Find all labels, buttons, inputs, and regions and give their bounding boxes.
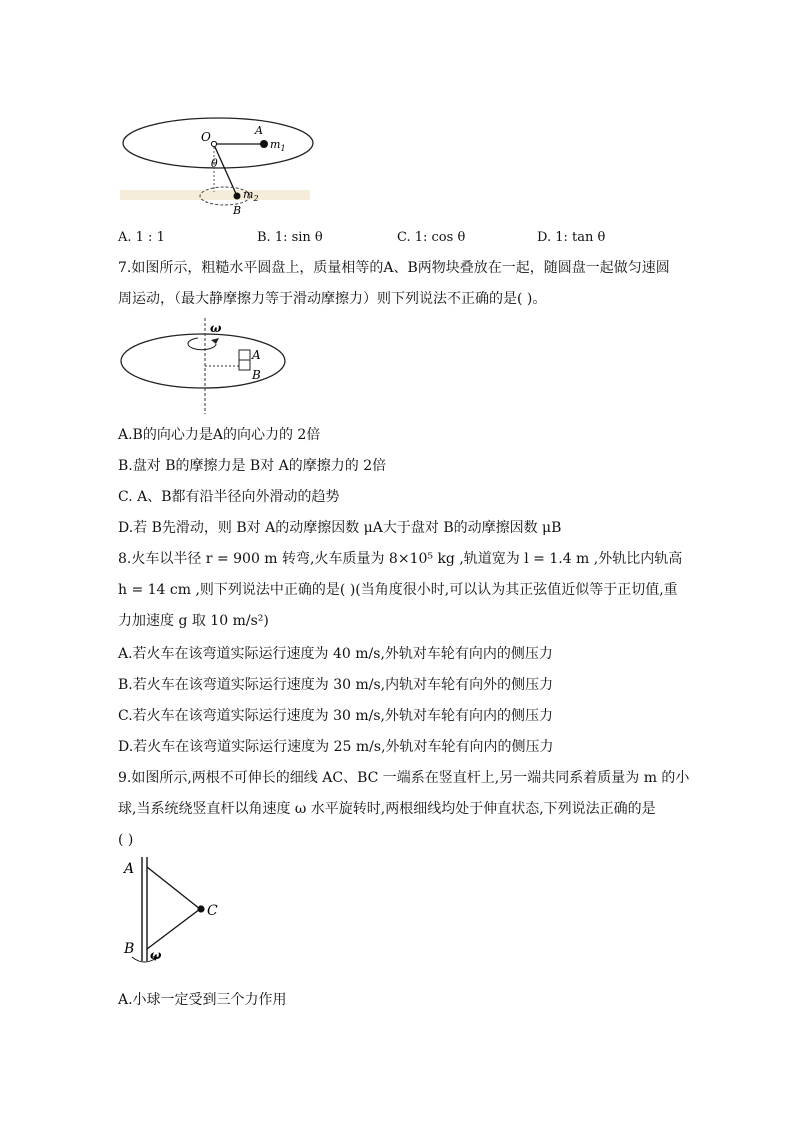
q7-option-d: D.若 B先滑动，则 B对 A的动摩擦因数 μA大于盘对 B的动摩擦因数 μB [118, 520, 562, 536]
q7-option-c: C. A、B都有沿半径向外滑动的趋势 [118, 489, 340, 505]
figure-ground-shading [120, 190, 310, 200]
string-OB [215, 147, 237, 196]
label-B: B [124, 941, 135, 957]
label-B: B [252, 368, 261, 382]
q8-option-a: A.若火车在该弯道实际运行速度为 40 m/s,外轨对车轮有向内的侧压力 [118, 646, 553, 662]
q7-option-a: A.B的向心力是A的向心力的 2倍 [118, 427, 321, 443]
figure-q7-rotating-disc [118, 316, 293, 416]
point-O [211, 141, 216, 146]
figure-q9-rod-and-strings [118, 853, 228, 973]
figure-q6-conical-pendulum [112, 110, 332, 220]
mass-m2 [234, 193, 241, 200]
q8-option-d: D.若火车在该弯道实际运行速度为 25 m/s,外轨对车轮有向内的侧压力 [118, 739, 554, 755]
q6-option-c: C. 1: cos θ [397, 230, 466, 245]
q7-stem-line1: 7.如图所示，粗糙水平圆盘上，质量相等的A、B两物块叠放在一起，随圆盘一起做匀速圆 [118, 260, 670, 276]
string-AC [147, 867, 200, 909]
label-omega: ω [210, 321, 222, 335]
rotation-arrow-icon [188, 338, 216, 350]
block-A [239, 350, 250, 360]
q8-option-c: C.若火车在该弯道实际运行速度为 30 m/s,外轨对车轮有向内的侧压力 [118, 708, 554, 724]
q8-stem-line1: 8.火车以半径 r = 900 m 转弯,火车质量为 8×10⁵ kg ,轨道宽为 l = 1.4 m ,外轨比内轨高 [118, 551, 683, 567]
string-BC [147, 909, 200, 949]
label-m1: $m_1$ [270, 138, 286, 153]
label-m2: $m_2$ [243, 188, 259, 203]
q8-option-b: B.若火车在该弯道实际运行速度为 30 m/s,内轨对车轮有向外的侧压力 [118, 677, 554, 693]
ball-C [197, 905, 204, 912]
label-omega: ω [150, 948, 162, 962]
mass-m1 [260, 140, 268, 148]
q6-option-d: D. 1: tan θ [537, 230, 606, 245]
q7-option-b: B.盘对 B的摩擦力是 B对 A的摩擦力的 2倍 [118, 458, 387, 474]
label-C: C [207, 903, 218, 919]
q9-stem-line3: ( ) [118, 832, 134, 848]
block-B [239, 360, 250, 370]
q6-option-b: B. 1: sin θ [257, 230, 323, 245]
arrowhead-icon [211, 338, 219, 344]
label-A: A [124, 861, 135, 877]
q6-option-a: A. 1 : 1 [118, 230, 165, 245]
q8-stem-line2: h = 14 cm ,则下列说法中正确的是( )(当角度很小时,可以认为其正弦值近似等于正切值,重 [118, 582, 678, 598]
label-O: O [201, 130, 211, 144]
label-A: A [252, 348, 261, 362]
q9-stem-line2: 球,当系统绕竖直杆以角速度 ω 水平旋转时,两根细线均处于伸直状态,下列说法正确的是 [118, 801, 656, 817]
label-B: B [233, 204, 242, 217]
disc-ellipse [123, 118, 313, 168]
label-theta: θ [211, 157, 218, 170]
q8-stem-line3: 力加速度 g 取 10 m/s²) [118, 613, 269, 629]
q7-stem-line2: 周运动，（最大静摩擦力等于滑动摩擦力）则下列说法不正确的是( )。 [118, 291, 547, 307]
label-A: A [255, 124, 263, 137]
q9-stem-line1: 9.如图所示,两根不可伸长的细线 AC、BC 一端系在竖直杆上,另一端共同系着质量为 m 的小 [118, 770, 690, 786]
q9-option-a: A.小球一定受到三个力作用 [118, 992, 287, 1008]
